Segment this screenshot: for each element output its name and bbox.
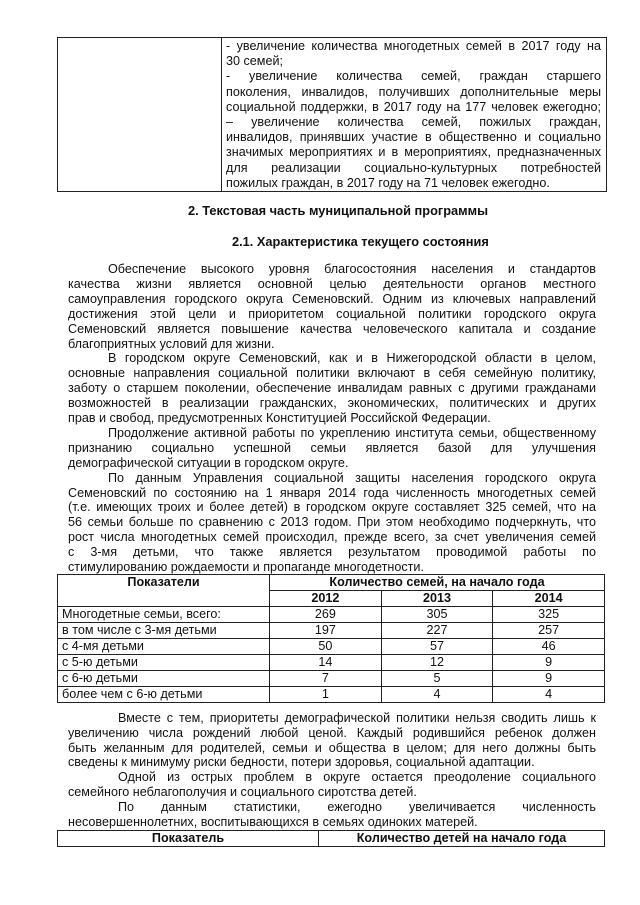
text-line: достижения этой цели и приоритетом социальной политики городского округа	[68, 306, 596, 321]
text-line: 56 семьи больше по сравнению с 2013 годом. При этом необходимо подчеркнуть, что	[68, 515, 596, 530]
year-header: 2012	[270, 591, 382, 607]
text-line: Вместе с тем, приоритеты демографической политики нельзя сводить лишь к	[118, 711, 596, 725]
families-table	[57, 574, 605, 703]
text-line: сведены к минимуму риски бедности, потери здоровья, социальной адаптации.	[68, 755, 535, 770]
children-table	[57, 830, 605, 847]
header-indicator: Показатель	[58, 831, 319, 847]
text-line: быть желанным для родителей, семьи и общества в целом; для него должны быть	[68, 740, 596, 755]
goals-table-left-cell	[58, 38, 222, 191]
text-line: По данным Управления социальной защиты населения городского округа	[108, 470, 596, 485]
year-header: 2014	[493, 591, 605, 607]
text-line: социальной поддержки, в 2017 году на 177 человек ежегодно;	[226, 99, 601, 114]
table-row	[58, 623, 605, 639]
cell-value: 57	[381, 639, 493, 655]
text-line: Семеновский является повышение качества человеческого капитала и создание	[68, 321, 596, 336]
cell-value: 1	[270, 687, 382, 703]
cell-value: 12	[381, 655, 493, 671]
text-line: По данным статистики, ежегодно увеличивается численность	[118, 799, 596, 814]
text-line: Обеспечение высокого уровня благосостояния населения и стандартов	[108, 262, 596, 276]
cell-value: 46	[493, 639, 605, 655]
row-label: с 4-мя детьми	[58, 639, 270, 655]
cell-value: 4	[381, 687, 493, 703]
text-line: Одной из острых проблем в округе остается преодоление социального	[118, 770, 596, 785]
cell-value: 14	[270, 655, 382, 671]
header-indicators: Показатели	[58, 575, 270, 607]
cell-value: 7	[270, 671, 382, 687]
text-line: - увеличение количества семей, граждан старшего	[226, 69, 601, 84]
text-line: демографической ситуации в городском округе.	[68, 455, 349, 470]
row-label: с 5-ю детьми	[58, 655, 270, 671]
text-line: значимых мероприятиях и в мероприятиях, предназначенных	[226, 145, 601, 160]
cell-value: 5	[381, 671, 493, 687]
text-line: – увеличение количества семей, пожилых граждан,	[226, 115, 601, 129]
text-line: несовершеннолетних, воспитывающихся в семьях одиноких матерей.	[68, 814, 478, 829]
text-line: пожилых граждан, в 2017 году на 71 человек ежегодно.	[226, 175, 550, 190]
cell-value: 9	[493, 671, 605, 687]
cell-value: 227	[381, 623, 493, 639]
text-line: поколения, инвалидов, получивших дополнительные меры	[226, 84, 601, 99]
table-row	[58, 655, 605, 671]
text-line: благоприятных условий для жизни.	[68, 336, 275, 351]
text-line: стимулированию рождаемости и пропаганде многодетности.	[68, 560, 424, 574]
text-line: самоуправления городского округа Семеновский. Одним из ключевых направлений	[68, 291, 596, 306]
goals-table	[57, 37, 607, 192]
cell-value: 50	[270, 639, 382, 655]
text-line: возможностей в реализации гражданских, экономических, политических и других	[68, 396, 596, 411]
header-family-count: Количество семей, на начало года	[270, 575, 605, 591]
text-line: (т.е. имеющих троих и более детей) в городском округе составляет 325 семей, что на	[68, 500, 596, 515]
cell-value: 269	[270, 607, 382, 623]
text-line: для реализации социально-культурных потребностей	[226, 160, 601, 175]
table-row	[58, 687, 605, 703]
subsection-heading: 2.1. Характеристика текущего состояния	[232, 234, 489, 249]
row-label: с 6-ю детьми	[58, 671, 270, 687]
text-line: прав и свобод, предусмотренных Конституцией Российской Федерации.	[68, 411, 491, 425]
cell-value: 325	[493, 607, 605, 623]
table-row	[58, 671, 605, 687]
cell-value: 4	[493, 687, 605, 703]
text-line: В городском округе Семеновский, как и в Нижегородской области в целом,	[108, 351, 596, 366]
cell-value: 197	[270, 623, 382, 639]
row-label: в том числе с 3-мя детьми	[58, 623, 270, 639]
text-line: 30 семей;	[226, 54, 284, 69]
cell-value: 257	[493, 623, 605, 639]
table-row	[58, 639, 605, 655]
text-line: основные направления социальной политики включают в себя семейную политику,	[68, 366, 596, 381]
text-line: семейного неблагополучия и социального сиротства детей.	[68, 785, 417, 799]
row-label: более чем с 6-ю детьми	[58, 687, 270, 703]
text-line: признанию социально успешной семьи является базой для улучшения	[68, 440, 596, 455]
text-line: Продолжение активной работы по укреплению института семьи, общественному	[108, 425, 596, 440]
text-line: увеличению числа рождений любой ценой. Каждый родившийся ребенок должен	[68, 725, 596, 740]
text-line: заботу о старшем поколении, обеспечение инвалидам равных с другими гражданами	[68, 381, 596, 396]
table-header-row	[58, 831, 605, 847]
table-header-row	[58, 575, 605, 591]
cell-value: 9	[493, 655, 605, 671]
text-line: качества жизни является основной целью деятельности органов местного	[68, 276, 596, 291]
text-line: Семеновский по состоянию на 1 января 2014 года численность многодетных семей	[68, 485, 596, 500]
text-line: рост числа многодетных семей происходил, прежде всего, за счет увеличения семей	[68, 530, 596, 545]
year-header: 2013	[381, 591, 493, 607]
row-label: Многодетные семьи, всего:	[58, 607, 270, 623]
header-children-count: Количество детей на начало года	[319, 831, 605, 847]
cell-value: 305	[381, 607, 493, 623]
text-line: - увеличение количества многодетных семей в 2017 году на	[226, 39, 601, 53]
table-row	[58, 607, 605, 623]
text-line: с 3-мя детьми, что также является результатом проводимой работы по	[68, 545, 596, 560]
section-heading: 2. Текстовая часть муниципальной программы	[188, 203, 489, 218]
text-line: инвалидов, принявших участие в общественно и социально	[226, 130, 601, 145]
